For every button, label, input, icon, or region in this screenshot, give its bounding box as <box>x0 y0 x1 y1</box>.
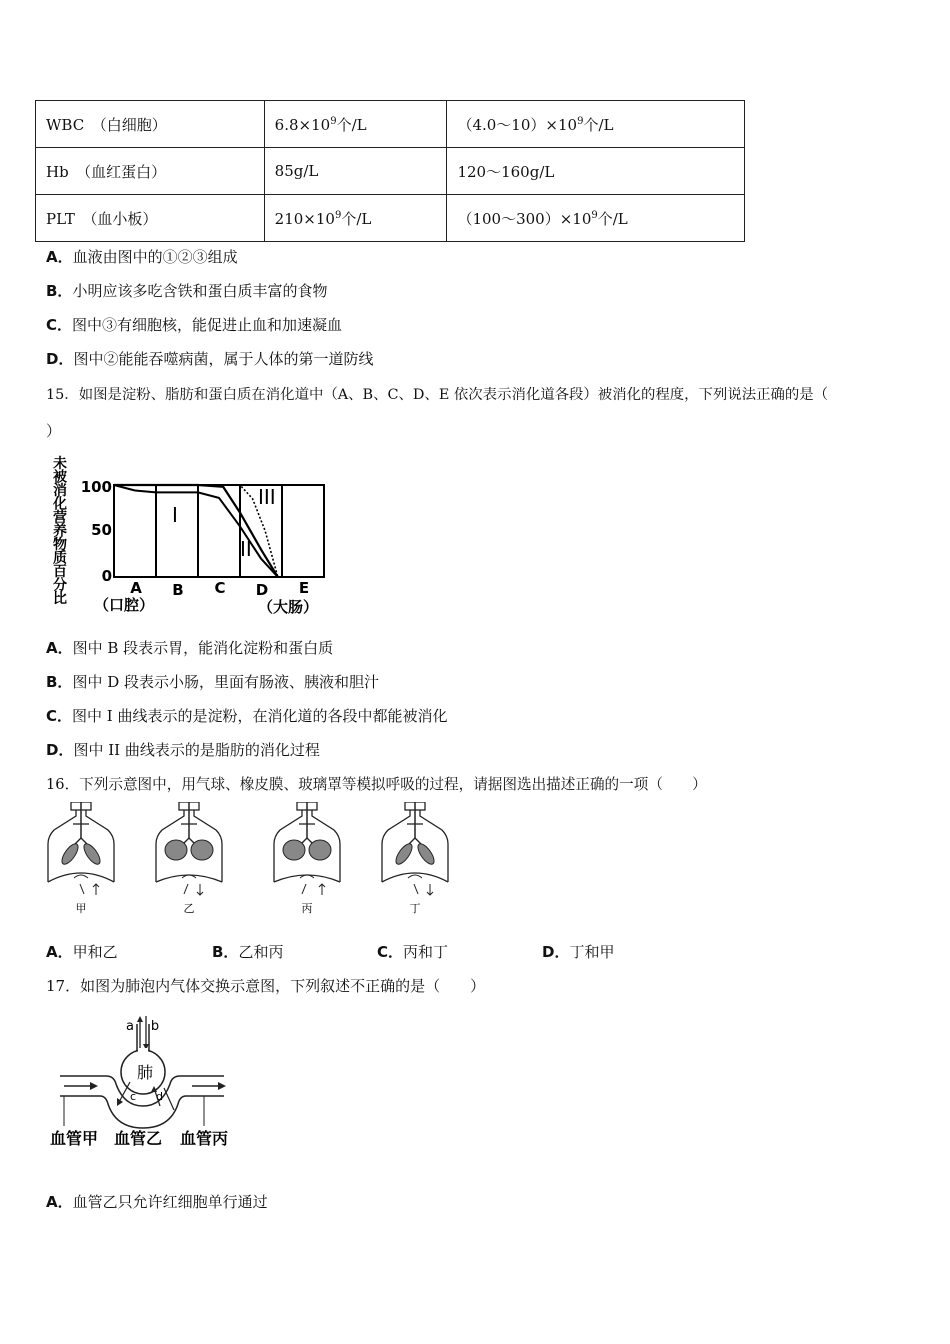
jar-yi <box>156 802 222 915</box>
table-cell: $(4.0\sim 10)\times 10^9$个/L <box>447 101 745 148</box>
label-d: d <box>156 1090 163 1103</box>
arrow-a-label: a <box>126 1019 134 1034</box>
table-cell: PLT （血小板） <box>36 195 265 242</box>
jar-ding <box>382 802 448 915</box>
alveolus-diagram <box>44 1010 254 1155</box>
arrow-b-label: b <box>150 1019 160 1034</box>
q14-option-c: C．图中③有细胞核，能促进止血和加速凝血 <box>46 316 343 334</box>
q17-option-a: A．血管乙只允许红细胞单行通过 <box>46 1193 268 1211</box>
chart-ylabel: 未被消化营养物质百分比 <box>53 456 67 607</box>
digestion-chart <box>44 452 344 620</box>
q15-option-c: C．图中 I 曲线表示的是淀粉，在消化道的各段中都能被消化 <box>46 707 448 725</box>
q14-option-d: D．图中②能能吞噬病菌，属于人体的第一道防线 <box>46 350 374 368</box>
table-cell: Hb （血红蛋白） <box>36 148 265 195</box>
table-cell: 85g/L <box>264 148 447 195</box>
vessel-label-jia: 血管甲 <box>50 1129 99 1148</box>
curve-label-ii: II <box>240 537 252 561</box>
table-cell: $(100\sim 300)\times 10^9$个/L <box>447 195 745 242</box>
table-row <box>36 148 745 195</box>
chart-categories <box>130 579 309 599</box>
category-label: E <box>298 579 310 597</box>
q16-option-c: C．丙和丁 <box>377 943 449 961</box>
q16-option-a: A．甲和乙 <box>46 943 118 961</box>
category-label: C <box>214 579 226 597</box>
category-label: B <box>172 581 184 599</box>
jar-bing <box>274 802 340 915</box>
q15-stem-end: ） <box>46 422 62 440</box>
y-tick-label: 100 <box>80 478 112 496</box>
breathing-jars-figure <box>40 802 460 918</box>
category-label: D <box>255 581 269 599</box>
q16-option-d: D．丁和甲 <box>542 943 615 961</box>
label-c: c <box>130 1090 137 1103</box>
blood-test-table <box>35 100 745 242</box>
jar-label: 丙 <box>301 902 313 915</box>
table-cell: $210\times 10^9$个/L <box>264 195 447 242</box>
jar-label: 乙 <box>183 902 195 915</box>
curve-iii <box>114 485 278 577</box>
curve-label-i: I <box>172 503 178 527</box>
alveolus-label: 肺 <box>136 1063 154 1082</box>
y-tick-label: 50 <box>91 521 112 539</box>
table-row <box>36 101 745 148</box>
q15-option-a: A．图中 B 段表示胃，能消化淀粉和蛋白质 <box>46 639 334 657</box>
q15-option-d: D．图中 II 曲线表示的是脂肪的消化过程 <box>46 741 320 759</box>
jar-label: 甲 <box>75 902 87 915</box>
q15-option-b: B．图中 D 段表示小肠，里面有肠液、胰液和胆汁 <box>46 673 380 691</box>
vessel-label-bing: 血管丙 <box>180 1129 229 1148</box>
table-cell: WBC （白细胞） <box>36 101 265 148</box>
q16-option-b: B．乙和丙 <box>212 943 284 961</box>
q16-stem: 16．下列示意图中，用气球、橡皮膜、玻璃罩等模拟呼吸的过程，请据图选出描述正确的一项（ ） <box>46 776 707 793</box>
table-cell: 120～160g/L <box>447 148 745 195</box>
category-note-a: （口腔） <box>94 596 155 614</box>
q17-stem: 17．如图为肺泡内气体交换示意图，下列叙述不正确的是（ ） <box>46 977 486 995</box>
q14-option-a: A．血液由图中的①②③组成 <box>46 248 238 266</box>
table-cell: $6.8\times 10^9$个/L <box>264 101 447 148</box>
y-tick-label: 0 <box>101 567 112 585</box>
vessel-label-yi: 血管乙 <box>114 1129 163 1148</box>
jar-label: 丁 <box>409 902 421 915</box>
jar-jia <box>48 802 114 915</box>
category-label: A <box>130 579 142 597</box>
table-row <box>36 195 745 242</box>
chart-curves <box>114 485 278 577</box>
q15-stem: 15．如图是淀粉、脂肪和蛋白质在消化道中（A、B、C、D、E 依次表示消化道各段）被消化的程度，下列说法正确的是（ <box>46 387 829 403</box>
curve-label-iii: III <box>258 485 276 509</box>
q14-option-b: B．小明应该多吃含铁和蛋白质丰富的食物 <box>46 282 328 300</box>
category-note-e: （大肠） <box>258 598 319 616</box>
